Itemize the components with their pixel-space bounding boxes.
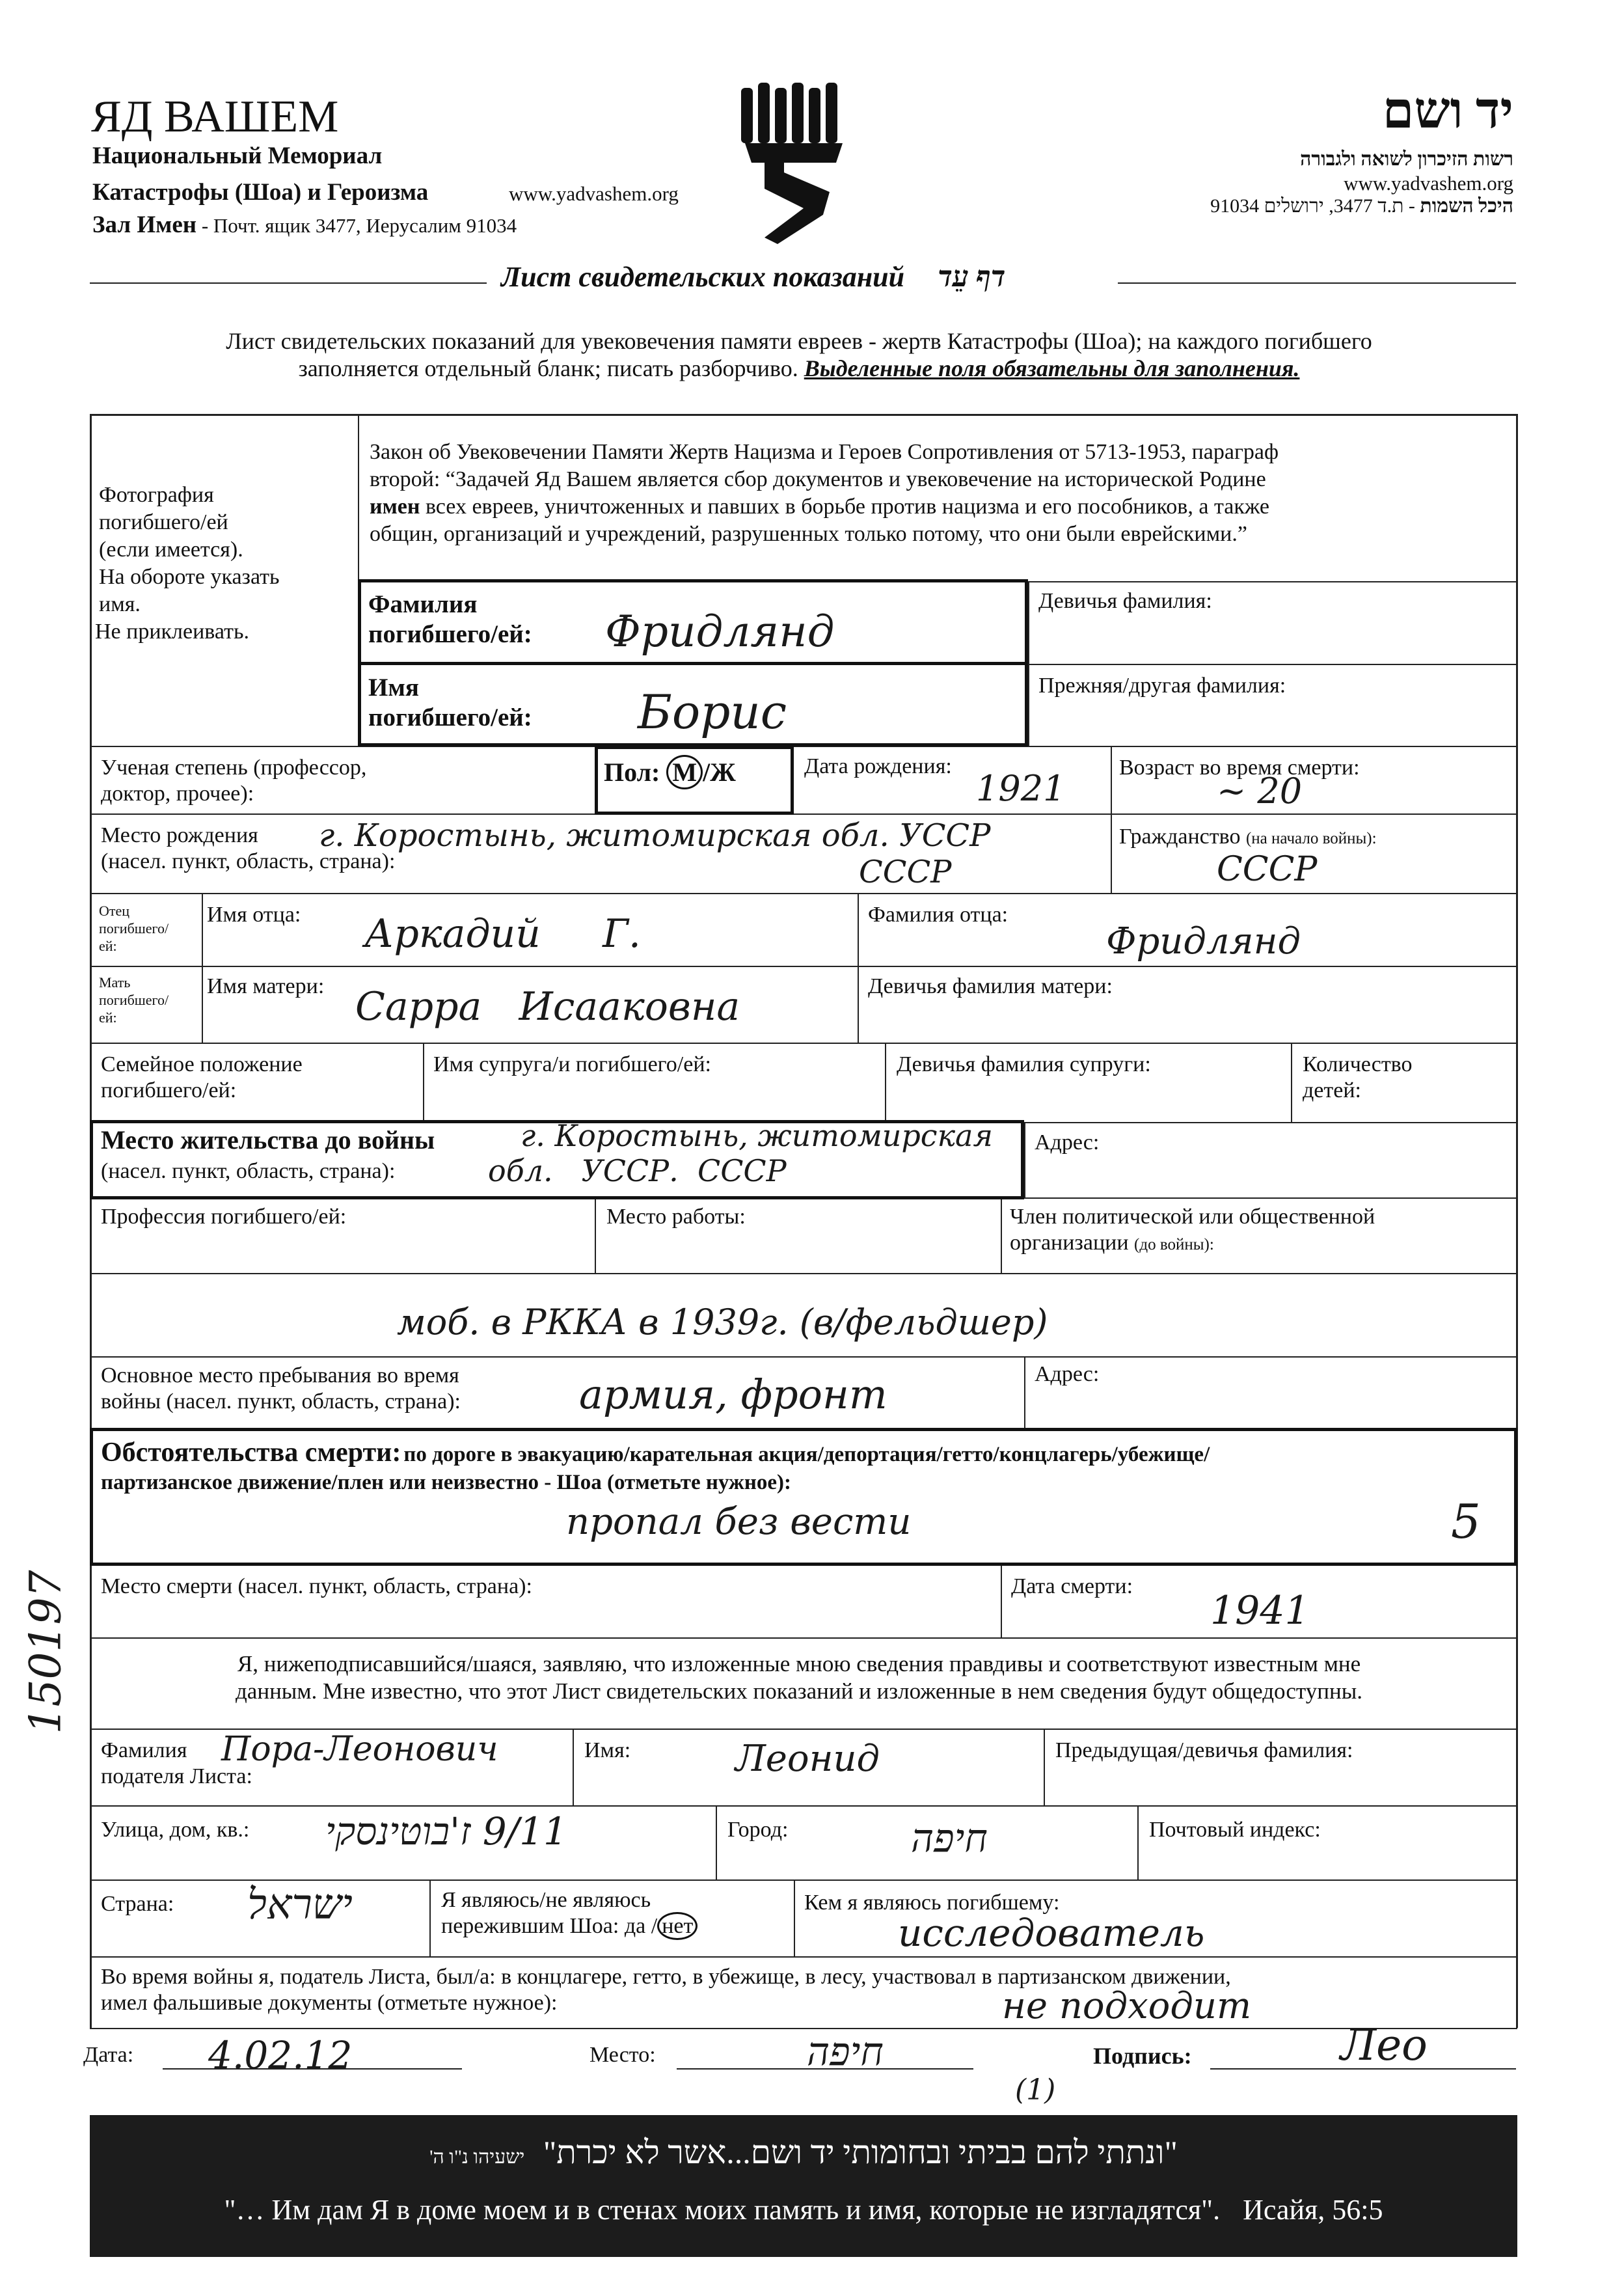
father-side-l2: погибшего/: [99, 920, 169, 936]
mother-side-l3: ей:: [99, 1009, 117, 1026]
wartime-l2: войны (насел. пункт, область, страна):: [101, 1389, 461, 1414]
residence-value-1[interactable]: г. Коростынь, житомирская: [521, 1118, 993, 1153]
survivor-l2-line: [441, 1913, 697, 1939]
father-side-l1: Отец: [99, 903, 130, 919]
citizenship-label: [1119, 824, 1377, 850]
wartime-l1: Основное место пребывания во время: [101, 1363, 459, 1387]
photo-l4: На обороте указать: [99, 565, 280, 589]
name-label-l2: погибшего/ей:: [368, 704, 532, 731]
zip-label: Почтовый индекс:: [1149, 1818, 1321, 1842]
spouse-name-label: Имя супруга/и погибшего/ей:: [433, 1052, 711, 1076]
org-title-he: יד ושם: [1382, 82, 1513, 139]
mother-side-l1: Мать: [99, 974, 131, 991]
photo-l6: Не приклеивать.: [95, 620, 249, 644]
children-l1: Количество: [1303, 1052, 1413, 1076]
father-surname-label: Фамилия отца:: [868, 903, 1009, 927]
hall-address: [92, 211, 517, 239]
menorah-logo: [738, 81, 849, 257]
street-value[interactable]: 9/11 ז'בוטינסקי: [325, 1809, 567, 1853]
declaration-l1: Я, нижеподписавшийся/шаяся, заявляю, что изложенные мною сведения правдивы и соответствуют известным мне: [237, 1651, 1361, 1676]
submitter-surname-l2: подателя Листа:: [101, 1764, 252, 1788]
he-address: - ת.ד 3477, ירושלים 91034: [1210, 195, 1415, 217]
org-title-ru: ЯД ВАШЕМ: [91, 92, 339, 142]
father-surname-value[interactable]: Фридлянд: [1106, 920, 1301, 963]
citizenship-value[interactable]: СССР: [1217, 850, 1318, 889]
intro-mandatory-note: Выделенные поля обязательны для заполнения.: [804, 355, 1300, 381]
relation-value[interactable]: исследователь: [898, 1911, 1205, 1955]
mother-maiden-label: Девичья фамилия матери:: [868, 974, 1113, 998]
children-l2: детей:: [1303, 1078, 1361, 1102]
surname-label-l1: Фамилия: [368, 590, 478, 618]
membership-l1: Член политической или общественной: [1010, 1205, 1375, 1229]
law-l3-bold: имен: [370, 495, 420, 519]
website-left: www.yadvashem.org: [509, 182, 679, 205]
sex-label: Пол:: [604, 758, 660, 787]
age-at-death-value[interactable]: ~ 20: [1217, 771, 1303, 812]
mother-name-label: Имя матери:: [207, 974, 325, 998]
father-side-label: [99, 902, 169, 955]
dob-label: Дата рождения:: [804, 754, 952, 778]
dob-value[interactable]: 1921: [976, 768, 1066, 809]
marital-l1: Семейное положение: [101, 1052, 303, 1076]
residence-l1: Место жительства до войны: [101, 1125, 435, 1155]
footer-ru-quote: "… Им дам Я в доме моем и в стенах моих память и имя, которые не изгладятся".: [224, 2194, 1221, 2226]
footer-he-source: ישעיהו נ"ו ה': [429, 2146, 525, 2168]
form-title-he: דף עֵד: [938, 261, 1006, 293]
photo-l3: (если имеется).: [99, 538, 243, 562]
submitter-surname-value[interactable]: Пора-Леонович: [221, 1730, 498, 1769]
birthplace-l2: (насел. пункт, область, страна):: [101, 849, 396, 873]
degree-l1: Ученая степень (профессор,: [101, 756, 367, 780]
city-label: Город:: [727, 1818, 789, 1842]
date-label: Дата:: [83, 2043, 134, 2067]
mother-side-l2: погибшего/: [99, 992, 169, 1008]
photo-l1: Фотография: [99, 483, 214, 507]
marital-l2: погибшего/ей:: [101, 1078, 237, 1102]
submitter-wartime-l1: Во время войны я, податель Листа, был/а: в концлагере, гетто, в убежище, в лесу, участвовал в партизанском движении,: [101, 1965, 1231, 1989]
submitter-wartime-l2: имел фальшивые документы (отметьте нужное):: [101, 1991, 558, 2015]
mother-name-value[interactable]: Сарра Исааковна: [355, 984, 740, 1030]
photo-instructions: [95, 482, 280, 646]
degree-label: [101, 755, 366, 807]
website-right: www.yadvashem.org: [1344, 172, 1513, 195]
membership-l2-line: [1010, 1230, 1375, 1256]
death-circ-mark: 5: [1451, 1494, 1481, 1549]
residence-l2: (насел. пункт, область, страна):: [101, 1159, 396, 1183]
father-side-l3: ей:: [99, 938, 117, 954]
spouse-maiden-label: Девичья фамилия супруги:: [897, 1052, 1151, 1076]
place-value[interactable]: חיפה: [807, 2029, 884, 2075]
death-circ-title: Обстоятельства смерти:: [101, 1438, 401, 1468]
previous-surname-label: Прежняя/другая фамилия:: [1038, 674, 1286, 698]
residence-value-2[interactable]: обл. УССР. СССР: [488, 1153, 787, 1188]
law-l4: общин, организаций и учреждений, разрушенных только потому, что они были еврейскими.”: [370, 522, 1247, 546]
footer-ru-line: [90, 2193, 1517, 2226]
intro-line-2-text: заполняется отдельный бланк; писать разборчиво.: [298, 355, 798, 381]
name-label: [368, 673, 532, 733]
name-value[interactable]: Борис: [638, 685, 787, 739]
surname-label-l2: погибшего/ей:: [368, 620, 532, 648]
survivor-l2[interactable]: пережившим Шоа: да /: [441, 1914, 658, 1938]
survivor-no-option[interactable]: нет: [657, 1912, 697, 1940]
death-date-value[interactable]: 1941: [1210, 1588, 1310, 1633]
law-text: [370, 439, 1279, 548]
date-value[interactable]: 4.02.12: [208, 2033, 353, 2077]
citizenship-text: Гражданство: [1119, 825, 1241, 849]
hall-label: Зал Имен: [92, 212, 197, 238]
death-place-label: Место смерти (насел. пункт, область, страна):: [101, 1574, 532, 1598]
law-l2: второй: “Задачей Яд Вашем является сбор документов и увековечение на исторической Родине: [370, 467, 1266, 491]
title-rule-left: [90, 282, 487, 284]
father-name-label: Имя отца:: [207, 903, 301, 927]
form-title-ru: Лист свидетельских показаний: [501, 261, 905, 293]
survivor-l1: Я являюсь/не являюсь: [441, 1888, 651, 1912]
footer-he-quote: "ונתתי להם בביתי ובחומותי יד ושם...אשר לא יכרת": [543, 2134, 1178, 2170]
maiden-name-label: Девичья фамилия:: [1038, 589, 1212, 613]
death-circ-options-2[interactable]: партизанское движение/плен или неизвестно - Шоа (отметьте нужное):: [101, 1471, 791, 1494]
birthplace-l1: Место рождения: [101, 823, 258, 847]
submitter-prev-surname-label: Предыдущая/девичья фамилия:: [1055, 1738, 1353, 1762]
survivor-label: [441, 1887, 697, 1939]
signature-value[interactable]: Лео: [1340, 2020, 1428, 2070]
street-label: Улица, дом, кв.:: [101, 1818, 250, 1842]
death-circ-options-1[interactable]: по дороге в эвакуацию/карательная акция/депортация/гетто/концлагерь/убежище/: [403, 1443, 1210, 1466]
submitter-name-label: Имя:: [584, 1738, 631, 1762]
relation-label: Кем я являюсь погибшему:: [804, 1891, 1060, 1915]
death-date-label: Дата смерти:: [1011, 1574, 1133, 1598]
wartime-address-label: Адрес:: [1035, 1362, 1100, 1386]
address-label: Адрес:: [1035, 1130, 1100, 1155]
law-l3: [370, 493, 1279, 521]
footer-ru-source: Исайя, 56:5: [1243, 2194, 1383, 2226]
footer-banner: [90, 2115, 1517, 2257]
sex-option-f[interactable]: /Ж: [703, 758, 736, 787]
marital-status-label: [101, 1052, 303, 1104]
intro-line-2: [0, 355, 1598, 382]
law-l3-text: всех евреев, уничтоженных и павших в борьбе против нацизма и его пособников, а также: [420, 495, 1269, 519]
submitter-surname-l1: Фамилия: [101, 1738, 187, 1762]
country-label: Страна:: [101, 1892, 174, 1916]
footer-he-line: [90, 2133, 1517, 2171]
org-line-1: Национальный Мемориал: [92, 143, 383, 169]
he-hall-address: [1210, 195, 1513, 217]
father-name-value[interactable]: Аркадий Г.: [364, 911, 641, 957]
wartime-place-value[interactable]: армия, фронт: [579, 1371, 887, 1418]
membership-note: (до войны):: [1134, 1236, 1214, 1253]
death-circumstances-label: [101, 1437, 1210, 1468]
photo-l5: имя.: [99, 592, 141, 616]
mother-side-label: [99, 974, 169, 1026]
submitter-name-value[interactable]: Леонид: [735, 1738, 880, 1780]
surname-label: [368, 590, 532, 649]
submitter-wartime-value[interactable]: не подходит: [1002, 1985, 1252, 2027]
residence-label: [101, 1125, 435, 1187]
profession-label: Профессия погибшего/ей:: [101, 1205, 347, 1229]
surname-value[interactable]: Фридлянд: [605, 607, 835, 657]
birthplace-value-1[interactable]: г. Коростынь, житомирская обл. УССР: [319, 817, 991, 854]
death-circumstances-value[interactable]: пропал без вести: [566, 1501, 912, 1543]
form-title: [501, 260, 1005, 294]
intro-line-1: Лист свидетельских показаний для увековечения памяти евреев - жертв Катастрофы (Шоа); на каждого погибшего: [226, 328, 1372, 354]
membership-l2: организации: [1010, 1231, 1129, 1255]
he-line-1: רשות הזיכרון לשואה ולגבורה: [1300, 148, 1513, 170]
country-value[interactable]: ישראל: [247, 1881, 353, 1929]
wartime-place-label: [101, 1363, 461, 1415]
side-archive-number: 150197: [20, 1570, 71, 1734]
name-label-l1: Имя: [368, 674, 419, 702]
declaration: [0, 1650, 1598, 1705]
page-mark: (1): [1015, 2073, 1056, 2107]
age-at-death-label: Возраст во время смерти:: [1119, 756, 1360, 780]
sex-field: [604, 755, 736, 789]
profession-value[interactable]: моб. в РККА в 1939г. (в/фельдшер): [397, 1302, 1048, 1343]
hall-address-text: - Почт. ящик 3477, Иерусалим 91034: [201, 214, 517, 237]
membership-label: [1010, 1204, 1375, 1256]
citizenship-note: (на начало войны):: [1245, 830, 1377, 847]
children-count-label: [1303, 1052, 1413, 1104]
photo-l2: погибшего/ей: [99, 510, 228, 534]
place-label: Место:: [589, 2043, 656, 2067]
signature-label: Подпись:: [1093, 2043, 1192, 2069]
workplace-label: Место работы:: [606, 1205, 746, 1229]
degree-l2: доктор, прочее):: [101, 782, 254, 806]
declaration-l2: данным. Мне известно, что этот Лист свидетельских показаний и изложенные в нем сведения будут общедоступны.: [236, 1678, 1362, 1704]
sex-option-m[interactable]: М: [666, 755, 703, 789]
he-hall: היכל השמות: [1420, 195, 1513, 217]
birthplace-value-2[interactable]: СССР: [859, 854, 952, 890]
law-l1: Закон об Увековечении Памяти Жертв Нацизма и Героев Сопротивления от 5713-1953, параграф: [370, 440, 1279, 464]
title-rule-right: [1118, 282, 1516, 284]
org-line-2: Катастрофы (Шоа) и Героизма: [92, 179, 429, 206]
city-value[interactable]: חיפה: [911, 1816, 988, 1861]
